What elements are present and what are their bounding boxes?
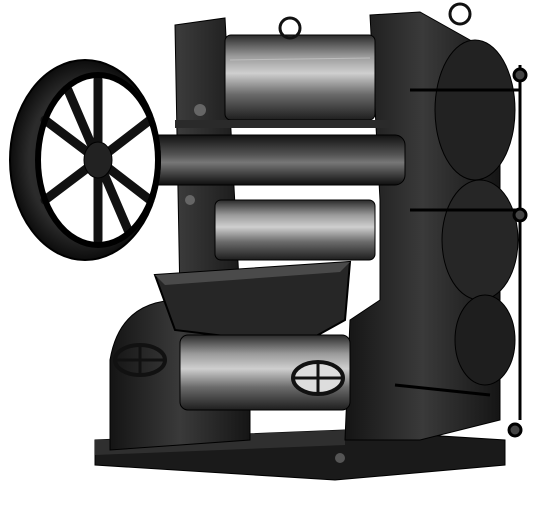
right-hand-wheel	[293, 362, 343, 394]
center-roller	[215, 200, 375, 260]
left-hand-wheel	[115, 345, 165, 375]
flywheel	[10, 60, 160, 260]
top-roller	[225, 35, 375, 120]
